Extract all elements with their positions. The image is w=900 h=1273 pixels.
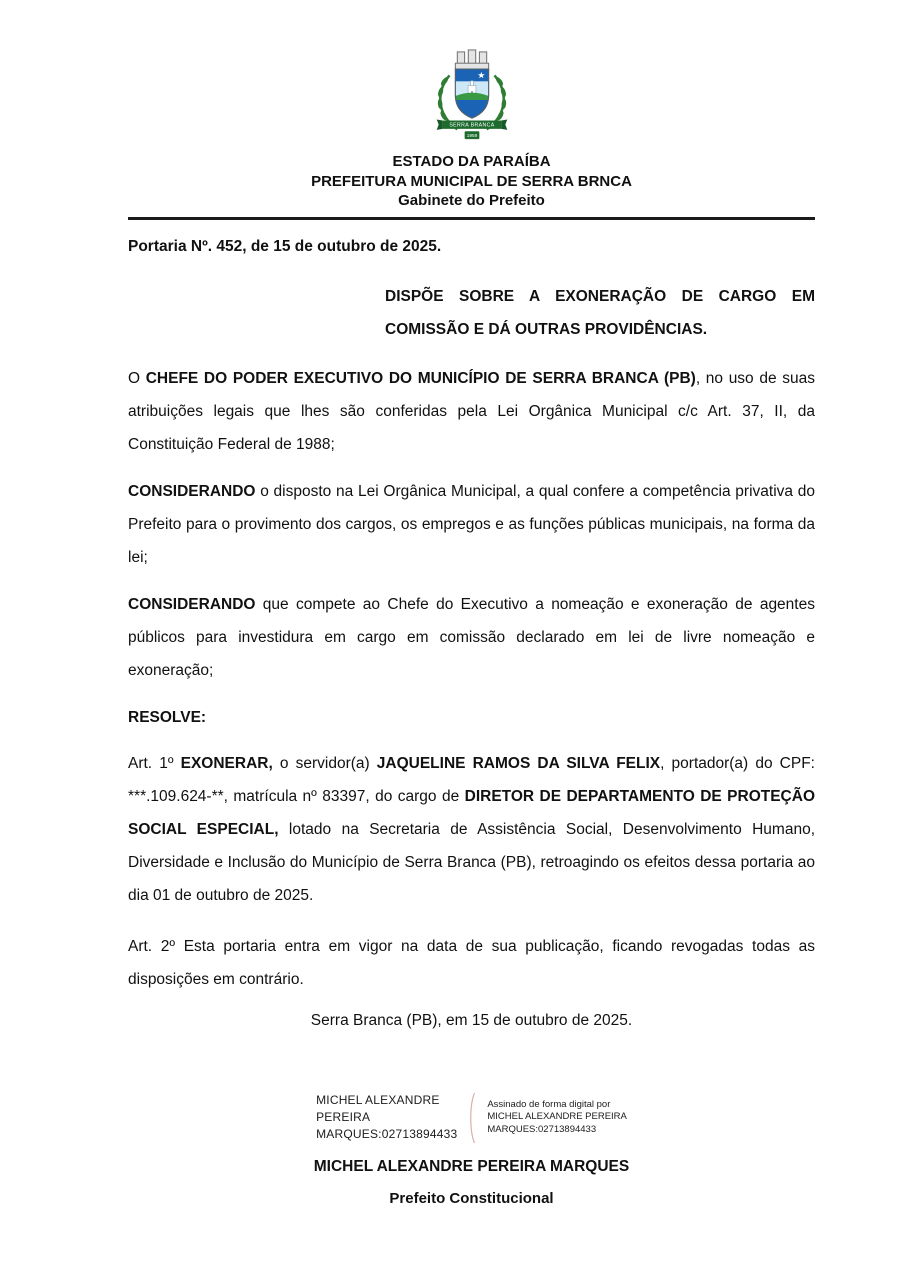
signature-stamp-name-block [316,1092,457,1143]
crest-year-tab [464,131,479,139]
banner-ribbon [436,120,507,130]
municipal-coat-of-arms [423,46,521,148]
opening-paragraph: O CHEFE DO PODER EXECUTIVO DO MUNICÍPIO DE SERRA BRANCA (PB), no uso de suas atribuições legais que lhes são conferidas pela Lei Orgânica Municipal c/c Art. 37, II, da Constituição Federal de 1988; [128,369,815,453]
considerando-paragraph-2: CONSIDERANDO que compete ao Chefe do Executivo a nomeação e exoneração de agentes públicos para investidura em cargo em comissão declarado em lei de livre nomeação e exoneração; [128,595,815,679]
crest-container [128,46,815,148]
header-divider-rule [128,217,815,220]
document-header [128,152,815,211]
article-2-paragraph: Art. 2º Esta portaria entra em vigor na data de sua publicação, ficando revogadas todas as disposições em contrário. [128,937,815,988]
mural-crown-icon [455,50,488,69]
article-1-paragraph: Art. 1º EXONERAR, o servidor(a) JAQUELINE RAMOS DA SILVA FELIX, portador(a) do CPF: ***.109.624-**, matrícula nº 83397, do cargo de DIRETOR DE DEPARTAMENTO DE PROTEÇÃO SOCIAL ESPECIAL, lotado na Secretaria de Assistência Social, Desenvolvimento Humano, Diversidade e Inclusão do Município de Serra Branca (PB), retroagindo os efeitos dessa portaria ao dia 01 de outubro de 2025. [128,754,816,904]
crest-year-text: 1959 [466,133,477,139]
digital-signature-stamp [128,1090,815,1146]
stamp-name-line: PEREIRA [316,1110,371,1124]
stamp-note-line: MICHEL ALEXANDRE PEREIRA [487,1111,627,1123]
signer-name: MICHEL ALEXANDRE PEREIRA MARQUES [313,1157,630,1175]
shield-icon [455,69,488,119]
considerando-paragraph-1: CONSIDERANDO o disposto na Lei Orgânica Municipal, a qual confere a competência privativa do Prefeito para o provimento dos cargos, os empregos e as funções públicas municipais, na forma da lei; [128,482,815,566]
stamp-note-line: Assinado de forma digital por [487,1098,611,1110]
crest-banner-text: SERRA BRANCA [448,122,495,129]
stamp-note-line: MARQUES:02713894433 [487,1123,597,1135]
resolve-label: RESOLVE: [128,708,207,726]
signature-stamp-note-block [487,1099,627,1137]
stamp-name-line: MICHEL ALEXANDRE [316,1093,440,1107]
stamp-name-line: MARQUES:02713894433 [316,1127,458,1141]
header-office-line: Gabinete do Prefeito [398,192,545,209]
signer-title: Prefeito Constitucional [389,1189,554,1207]
portaria-summary: DISPÕE SOBRE A EXONERAÇÃO DE CARGO EM COMISSÃO E DÁ OUTRAS PROVIDÊNCIAS. [385,287,815,338]
header-state-line: ESTADO DA PARAÍBA [392,153,551,170]
signature-divider-mark [466,1090,478,1146]
place-date-line: Serra Branca (PB), em 15 de outubro de 2025. [310,1011,633,1029]
portaria-title: Portaria Nº. 452, de 15 de outubro de 2025. [128,237,442,255]
header-municipality-line: PREFEITURA MUNICIPAL DE SERRA BRNCA [311,172,632,190]
